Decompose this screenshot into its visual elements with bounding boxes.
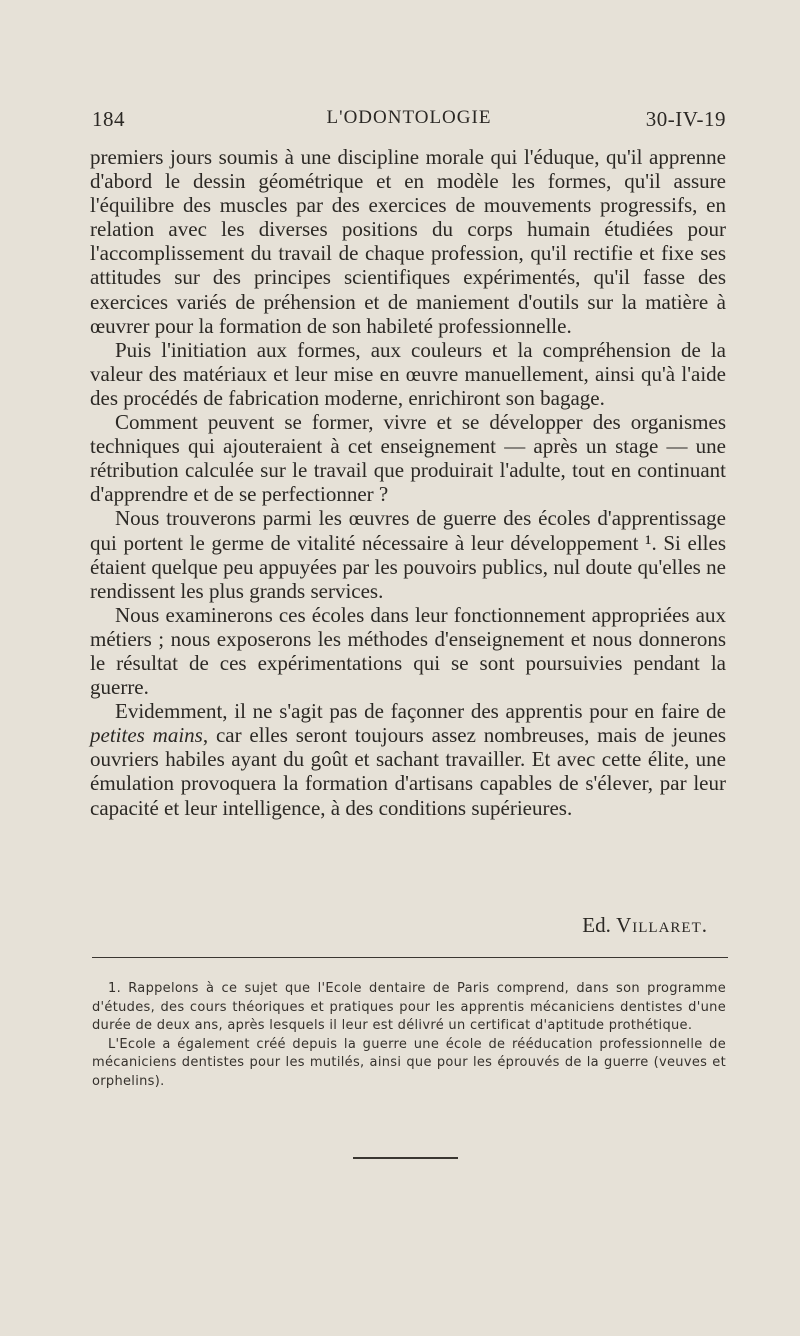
footnote-1-continuation: L'Ecole a également créé depuis la guerre une école de rééducation professionnelle de mécaniciens dentistes pour les mutilés, ainsi que pour les éprouvés de la guerre (veuves et orphelins). <box>92 1036 726 1089</box>
italic-phrase: petites mains <box>90 723 203 748</box>
footnote-1: 1. Rappelons à ce sujet que l'Ecole dentaire de Paris comprend, dans son programme d'études, des cours théoriques et pratiques pour les apprentis mécaniciens dentistes d'une durée de deux ans, après lesquels il leur est délivré un certificat d'aptitude prothétique. <box>92 981 726 1034</box>
signature-initials: Ed. <box>582 913 611 937</box>
end-ornament-rule <box>353 1157 458 1159</box>
paragraph-1: premiers jours soumis à une discipline morale qui l'éduque, qu'il apprenne d'abord le dessin géométrique et en modèle les formes, qu'il assure l'équilibre des muscles par des exercices de mouvements progressifs, en relation avec les diverses positions du corps humain étudiées pour l'accomplissement du travail de chaque profession, qu'il rectifie et fixe ses attitudes sur des principes scientifiques expérimentés, qu'il fasse des exercices variés de préhension et de maniement d'outils sur la matière à œuvrer pour la formation de son habileté professionnelle. <box>90 145 726 338</box>
page-number: 184 <box>92 107 125 131</box>
journal-title: L'ODONTOLOGIE <box>326 107 492 128</box>
paragraph-4: Nous trouverons parmi les œuvres de guerre des écoles d'apprentissage qui portent le germe de vitalité nécessaire à leur développement ¹. Si elles étaient quelque peu appuyées par les pouvoirs publics, nul doute qu'elles ne rendissent les plus grands services. <box>90 506 726 603</box>
paragraph-5: Nous examinerons ces écoles dans leur fonctionnement appropriées aux métiers ; nous exposerons les méthodes d'enseignement et nous donnerons le résultat de ces expérimentations qui se sont poursuivies pendant la guerre. <box>90 602 726 700</box>
paragraph-2: Puis l'initiation aux formes, aux couleurs et la compréhension de la valeur des matériaux et leur mise en œuvre manuellement, ainsi qu'à l'aide des procédés de fabrication moderne, enrichiront son bagage. <box>90 337 726 410</box>
running-header <box>92 107 726 137</box>
paragraph-6 <box>90 699 726 819</box>
signature-surname: Villaret. <box>616 913 708 937</box>
paragraph-6-part-a: Evidemment, il ne s'agit pas de façonner des apprentis pour en faire de <box>115 699 726 724</box>
author-signature <box>582 913 708 938</box>
paragraph-3: Comment peuvent se former, vivre et se développer des organismes techniques qui ajouteraient à cet enseignement — après un stage — une rétribution calculée sur le travail que produirait l'adulte, tout en continuant d'apprendre et de se perfectionner ? <box>90 410 726 507</box>
footnotes <box>92 980 726 1092</box>
main-text <box>90 145 726 820</box>
footnote-divider <box>92 957 728 958</box>
paragraph-6-part-b: , car elles seront toujours assez nombreuses, mais de jeunes ouvriers habiles ayant du goût et sachant travailler. Et avec cette élite, une émulation provoquera la formation d'artisans capables de s'élever, par leur capacité et leur intelligence, à des conditions supérieures. <box>90 723 726 820</box>
issue-date: 30-IV-19 <box>645 107 726 131</box>
